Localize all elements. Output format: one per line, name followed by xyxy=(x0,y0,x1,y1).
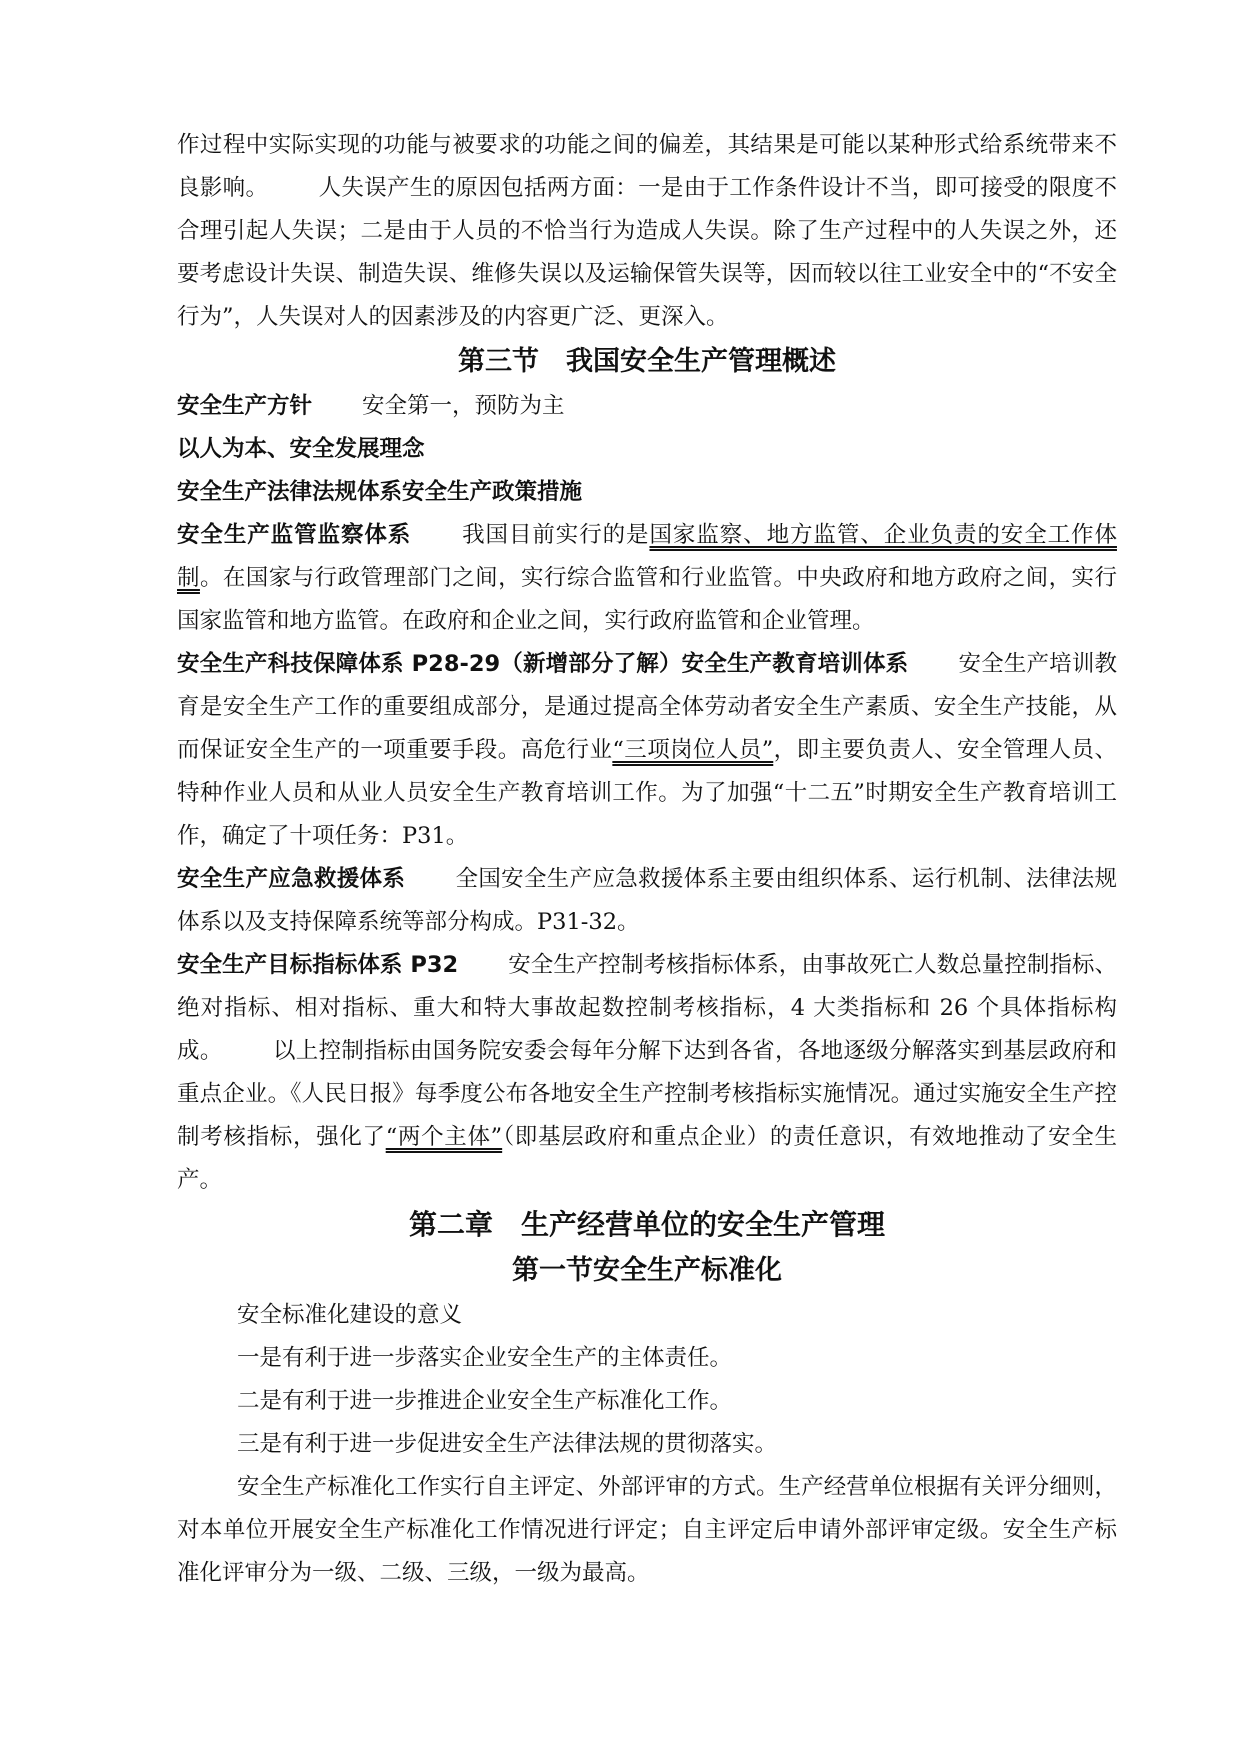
chapter-title: 第二章 生产经营单位的安全生产管理 xyxy=(408,1208,885,1241)
paragraph-standardization xyxy=(177,1466,1117,1595)
text: ，即主要负责人、安全管理人员、特种作业人员和从业人员安全生产教育培训工作。为了加强“十二五”时期安全生产教育培训工作，确定了十项任务：P31。 xyxy=(177,737,1117,849)
paragraph-targets xyxy=(177,944,1117,1202)
text: 人失误产生的原因包括两方面：一是由于工作条件设计不当，即可接受的限度不合理引起人失误；二是由于人员的不恰当行为造成人失误。除了生产过程中的人失误之外，还要考虑设计失误、制造失误、维修失误以及运输保管失误等，因而较以往工业安全中的“不安全行为”，人失误对人的因素涉及的内容更广泛、更深入。 xyxy=(177,175,1117,330)
text: 全国安全生产应急救援体系主要由组织体系、运行机制、法律法规体系以及支持保障系统等部分构成。P31-32。 xyxy=(177,866,1117,935)
paragraph-supervision xyxy=(177,514,1117,643)
text: 安全生产培训教育是安全生产工作的重要组成部分，是通过提高全体劳动者安全生产素质、安全生产技能，从而保证安全生产的一项重要手段。高危行业 xyxy=(177,651,1117,763)
term-label: 安全生产目标指标体系 P32 xyxy=(177,952,459,978)
list-item: 三是有利于进一步促进安全生产法律法规的贯彻落实。 xyxy=(237,1431,778,1457)
text: 安全生产控制考核指标体系，由事故死亡人数总量控制指标、绝对指标、相对指标、重大和特大事故起数控制考核指标，4 大类指标和 26 个具体指标构成。 xyxy=(177,952,1117,1064)
term-label: 安全生产应急救援体系 xyxy=(177,866,406,892)
term-label: 安全生产方针 xyxy=(177,393,313,419)
document-page xyxy=(177,124,1117,1595)
term-label: 安全生产监管监察体系 xyxy=(177,522,412,548)
text: （即基层政府和重点企业）的责任意识，有效地推动了安全生产。 xyxy=(177,1124,1117,1193)
underlined-text: “两个主体” xyxy=(385,1124,503,1150)
text: 。在国家与行政管理部门之间，实行综合监管和行业监管。中央政府和地方政府之间，实行国家监管和地方监管。在政府和企业之间，实行政府监管和企业管理。 xyxy=(177,565,1117,634)
list-item: 二是有利于进一步推进企业安全生产标准化工作。 xyxy=(237,1388,733,1414)
text: 作过程中实际实现的功能与被要求的功能之间的偏差，其结果是可能以某种形式给系统带来不良影响。 xyxy=(177,132,1117,201)
text: 安全生产标准化工作实行自主评定、外部评审的方式。生产经营单位根据有关评分细则，对本单位开展安全生产标准化工作情况进行评定；自主评定后申请外部评审定级。安全生产标准化评审分为一级、二级、三级，一级为最高。 xyxy=(177,1474,1117,1586)
paragraph-policy xyxy=(177,385,1117,428)
term-label: 以人为本、安全发展理念 xyxy=(177,436,425,462)
term-label: 安全生产科技保障体系 P28-29（新增部分了解）安全生产教育培训体系 xyxy=(177,651,909,677)
paragraph-emergency xyxy=(177,858,1117,944)
section-title: 第一节安全生产标准化 xyxy=(512,1255,782,1286)
term-label: 安全生产法律法规体系安全生产政策措施 xyxy=(177,479,583,505)
text: 以上控制指标由国务院安委会每年分解下达到各省，各地逐级分解落实到基层政府和重点企业。《人民日报》每季度公布各地安全生产控制考核指标实施情况。通过实施安全生产控制考核指标，强化了 xyxy=(177,1038,1117,1150)
text: 我国目前实行的是 xyxy=(461,522,650,548)
list-item: 安全标准化建设的意义 xyxy=(237,1302,463,1328)
section-title: 第三节 我国安全生产管理概述 xyxy=(458,346,836,377)
text: 安全第一，预防为主 xyxy=(362,393,565,419)
paragraph-training xyxy=(177,643,1117,858)
paragraph-human-error xyxy=(177,124,1117,339)
underlined-text: “三项岗位人员” xyxy=(612,737,774,763)
list-item: 一是有利于进一步落实企业安全生产的主体责任。 xyxy=(237,1345,733,1371)
underlined-text: 国家监察、地方监管、企业负责的安全工作体制 xyxy=(177,522,1117,591)
